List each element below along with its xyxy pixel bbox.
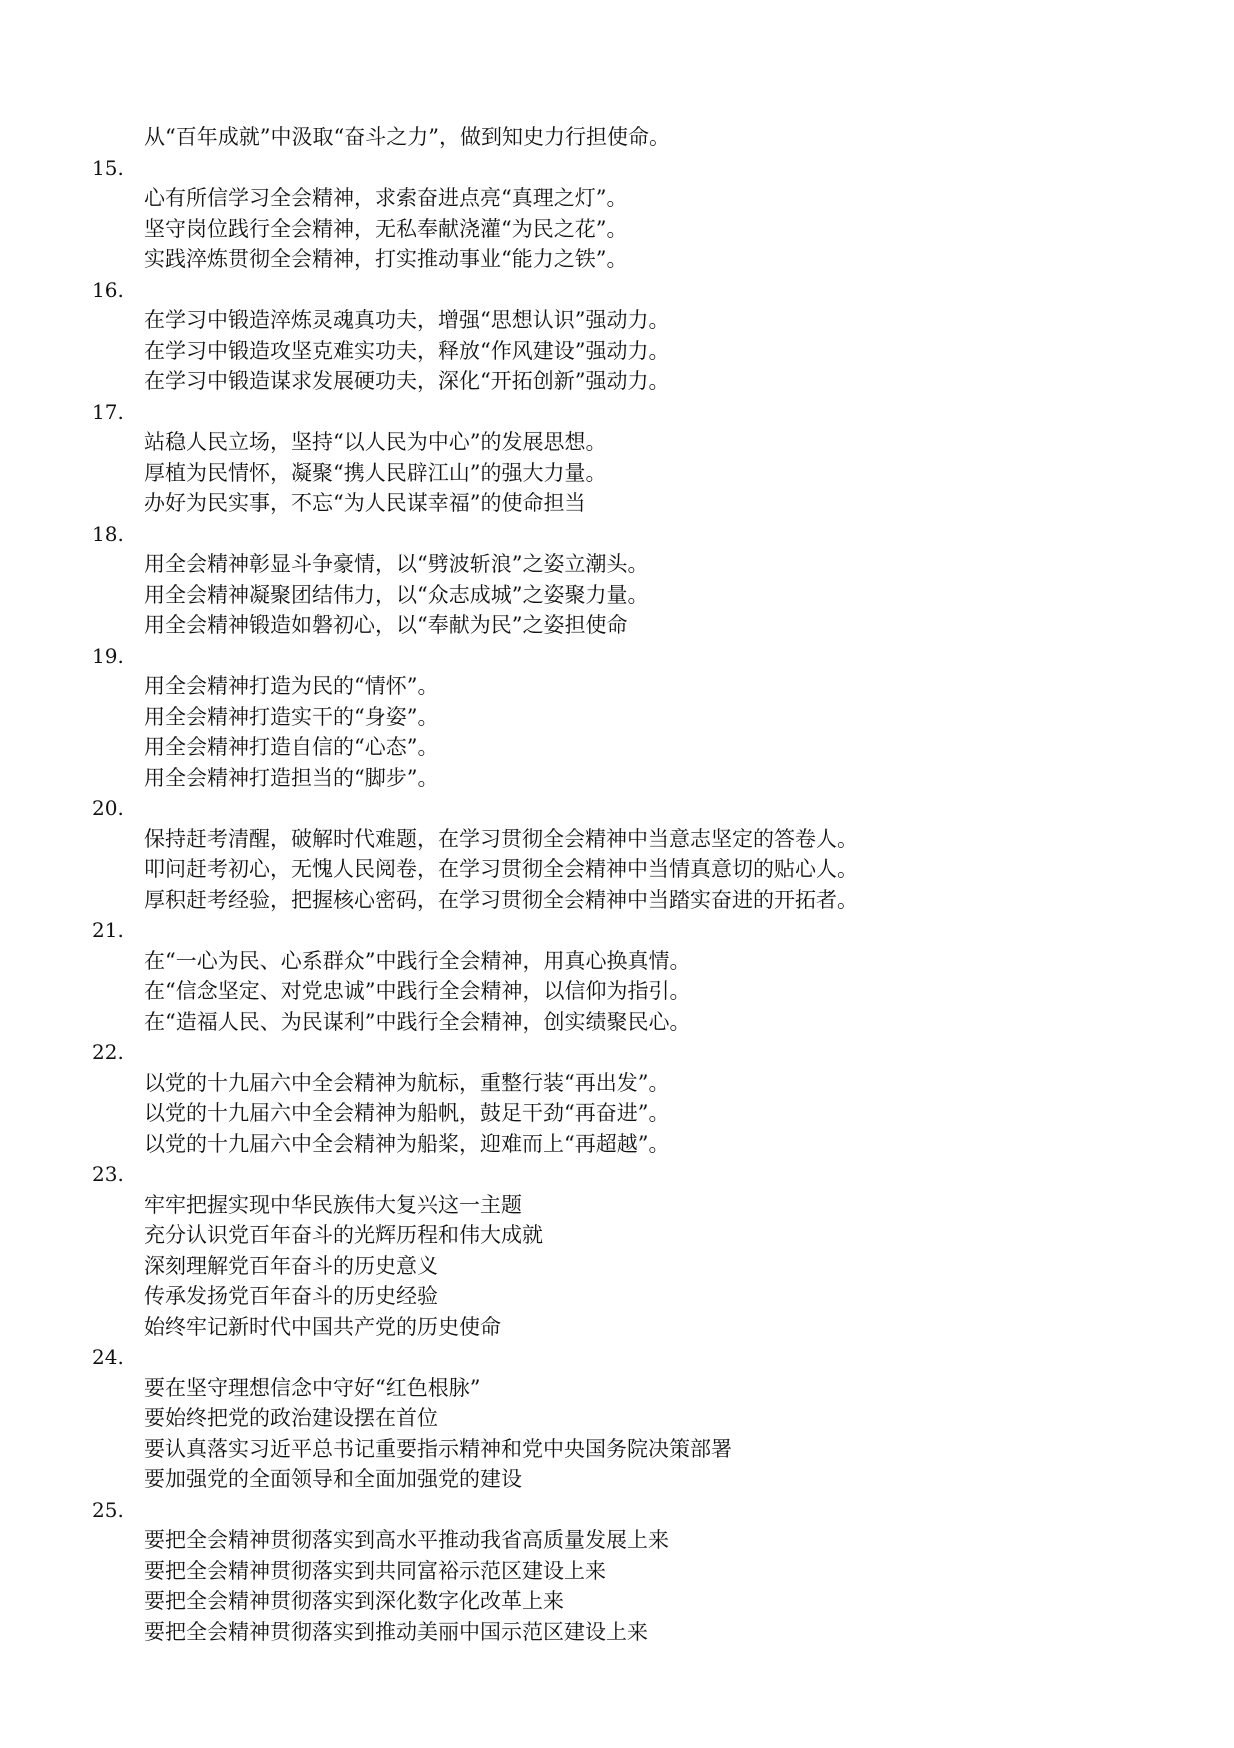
list-item: 充分认识党百年奋斗的光辉历程和伟大成就: [144, 1223, 543, 1247]
list-item: 厚植为民情怀，凝聚“携人民辟江山”的强大力量。: [144, 460, 607, 485]
list-item: 办好为民实事，不忘“为人民谋幸福”的使命担当: [144, 491, 586, 515]
section-23: [92, 1159, 1172, 1342]
list-item: 要认真落实习近平总书记重要指示精神和党中央国务院决策部署: [144, 1436, 732, 1461]
list-item: 传承发扬党百年奋斗的历史经验: [144, 1284, 438, 1308]
list-item: 用全会精神彰显斗争豪情，以“劈波斩浪”之姿立潮头。: [144, 552, 649, 576]
section-number: 24.: [92, 1345, 124, 1369]
section-number: 22.: [92, 1040, 124, 1064]
list-item: 实践淬炼贯彻全会精神，打实推动事业“能力之铁”。: [144, 247, 628, 271]
list-item: 要把全会精神贯彻落实到高水平推动我省高质量发展上来: [144, 1528, 669, 1552]
list-item: 在学习中锻造淬炼灵魂真功夫，增强“思想认识”强动力。: [144, 308, 670, 332]
list-item: 用全会精神锻造如磐初心，以“奉献为民”之姿担使命: [144, 613, 628, 637]
document-body: [92, 122, 1172, 1647]
section-number: 18.: [92, 521, 124, 546]
section-list: [92, 153, 1172, 1648]
list-item: 站稳人民立场，坚持“以人民为中心”的发展思想。: [144, 430, 607, 454]
section-number: 16.: [92, 277, 124, 302]
list-item: 叩问赶考初心，无愧人民阅卷，在学习贯彻全会精神中当情真意切的贴心人。: [144, 857, 858, 881]
section-25: [92, 1495, 1172, 1648]
section-16: [92, 275, 1172, 397]
list-item: 在“信念坚定、对党忠诚”中践行全会精神，以信仰为指引。: [144, 979, 691, 1003]
list-item: 要把全会精神贯彻落实到共同富裕示范区建设上来: [144, 1558, 606, 1583]
section-18: [92, 519, 1172, 641]
list-item: 要把全会精神贯彻落实到深化数字化改革上来: [144, 1589, 564, 1613]
list-item: 要始终把党的政治建设摆在首位: [144, 1406, 438, 1430]
list-item: 以党的十九届六中全会精神为航标，重整行装“再出发”。: [144, 1070, 670, 1095]
list-item: 坚守岗位践行全会精神，无私奉献浇灌“为民之花”。: [144, 216, 628, 241]
list-item: 在“一心为民、心系群众”中践行全会精神，用真心换真情。: [144, 948, 691, 973]
list-item: 心有所信学习全会精神，求索奋进点亮“真理之灯”。: [144, 186, 628, 210]
list-item: 用全会精神打造担当的“脚步”。: [144, 765, 439, 790]
list-item: 在学习中锻造谋求发展硬功夫，深化“开拓创新”强动力。: [144, 369, 670, 393]
list-item: 以党的十九届六中全会精神为船桨，迎难而上“再超越”。: [144, 1131, 670, 1156]
list-item: 厚积赶考经验，把握核心密码，在学习贯彻全会精神中当踏实奋进的开拓者。: [144, 887, 858, 912]
section-number: 17.: [92, 399, 124, 424]
section-number: 19.: [92, 643, 124, 668]
list-item: 用全会精神打造为民的“情怀”。: [144, 674, 439, 698]
list-item: 深刻理解党百年奋斗的历史意义: [144, 1253, 438, 1278]
list-item: 用全会精神凝聚团结伟力，以“众志成城”之姿聚力量。: [144, 582, 649, 607]
section-number: 15.: [92, 155, 124, 180]
list-item: 牢牢把握实现中华民族伟大复兴这一主题: [144, 1192, 522, 1217]
list-item: 在“造福人民、为民谋利”中践行全会精神，创实绩聚民心。: [144, 1009, 691, 1034]
section-21: [92, 915, 1172, 1037]
section-number: 21.: [92, 918, 124, 942]
list-item: 保持赶考清醒，破解时代难题，在学习贯彻全会精神中当意志坚定的答卷人。: [144, 826, 858, 851]
list-item: 在学习中锻造攻坚克难实功夫，释放“作风建设”强动力。: [144, 338, 670, 363]
section-number: 23.: [92, 1162, 124, 1186]
list-item: 要加强党的全面领导和全面加强党的建设: [144, 1467, 522, 1491]
list-item: 用全会精神打造自信的“心态”。: [144, 735, 439, 759]
lead-line: 从“百年成就”中汲取“奋斗之力”，做到知史力行担使命。: [144, 125, 670, 149]
list-item: 要在坚守理想信念中守好“红色根脉”: [144, 1375, 481, 1400]
list-item: 要把全会精神贯彻落实到推动美丽中国示范区建设上来: [144, 1619, 648, 1644]
section-number: 20.: [92, 796, 124, 820]
section-15: [92, 153, 1172, 275]
section-17: [92, 397, 1172, 519]
list-item: 用全会精神打造实干的“身姿”。: [144, 704, 439, 729]
section-20: [92, 793, 1172, 915]
section-19: [92, 641, 1172, 794]
section-22: [92, 1037, 1172, 1159]
section-24: [92, 1342, 1172, 1495]
list-item: 始终牢记新时代中国共产党的历史使命: [144, 1314, 501, 1339]
list-item: 以党的十九届六中全会精神为船帆，鼓足干劲“再奋进”。: [144, 1101, 670, 1125]
section-number: 25.: [92, 1497, 124, 1522]
